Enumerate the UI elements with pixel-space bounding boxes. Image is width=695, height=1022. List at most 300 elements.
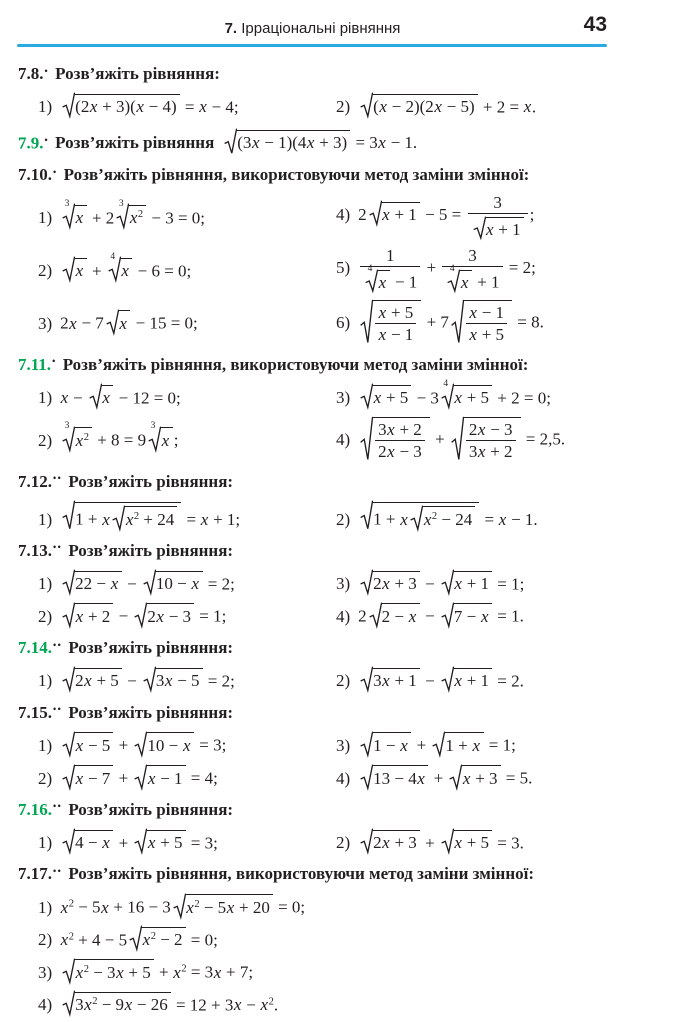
fraction [466,420,516,462]
radical-icon [62,765,75,790]
square-root [360,830,420,855]
exponent: 2 [268,996,274,1008]
radical-icon [129,926,142,951]
square-root [360,668,420,693]
denominator: 2x − 3 [375,440,425,462]
variable: x [486,219,494,239]
denominator: 3x + 2 [466,440,516,462]
item-label: 2) [336,509,351,529]
item-label: 6) [336,312,351,332]
radical-icon [62,667,75,692]
item-row [38,666,680,693]
variable: x [469,325,477,345]
equation: 3 x + 2 3 $x^2$ − 3 = 0; [60,203,205,230]
variable: x [378,325,387,345]
equation: 1 − x + 1 + x = 1; [358,730,516,757]
problem-number: 7.10. [18,164,52,184]
problem-7.17 [18,863,680,1016]
difficulty-marker: •• [53,801,63,812]
exercise-item [38,308,336,335]
variable: x [124,995,133,1015]
square-root [134,765,185,790]
square-root [143,668,203,693]
root-index: 3 [118,198,124,209]
denominator: 4 x − 1 [360,266,420,292]
exercise-item [38,500,336,531]
item-label: 3) [38,313,53,333]
vinculum: x − 1 [146,765,185,790]
vinculum: 22 − x [74,571,122,596]
variable: x [75,606,84,626]
square-root [473,217,524,239]
item-label: 2) [38,606,53,626]
square-root [129,927,185,952]
root-4 [441,378,492,410]
radical-icon [473,217,486,239]
equation: $x^2 - 3x + 5$ + $x^2 = 3x + 7$; [60,957,253,984]
vinculum: 7 − x [453,603,492,628]
item-label: 4) [336,606,351,626]
root-index: 4 [367,264,373,275]
square-root [224,130,350,155]
problem-number: 7.8. [18,64,44,83]
variable: x [408,606,417,626]
exercise-item [336,415,680,462]
root-index: 3 [64,421,70,432]
vinculum: x + 5 [146,830,185,855]
vinculum: $3x^2 - 9x - 26$ [74,992,171,1017]
radical-icon [143,570,156,595]
square-root [432,732,483,757]
problem-7.13 [18,540,680,628]
radical-icon [62,257,75,282]
vinculum [463,417,521,462]
radical-icon [369,603,382,628]
radical-icon [360,501,373,530]
item-label: 2) [38,261,53,280]
problem-prompt: Розв’яжіть рівняння: [55,64,220,83]
item-row [38,925,680,952]
vinculum [160,427,173,452]
item-label: 2) [336,833,351,853]
square-root [89,385,114,410]
difficulty-marker: •• [53,639,63,650]
vinculum: x + 1 [453,571,492,596]
numerator: 1 [385,245,395,265]
radical-icon [451,300,464,345]
variable: x [213,962,222,982]
equation: (2x + 3)(x − 4) = x − 4; [60,92,238,119]
variable: x [454,388,462,408]
root-index: 4 [443,378,449,389]
variable: x [373,388,382,408]
variable: x [147,833,156,853]
item-row [38,990,680,1017]
equation: 2 x + 1 − 5 = $\frac{3}{x + 1}$ ; [358,192,535,239]
radical-icon [360,93,373,118]
item-label: 4) [38,995,53,1015]
variable: x [454,574,462,594]
problem-heading [18,128,680,155]
exercise-item [336,378,680,410]
item-label: 5) [336,257,351,277]
variable: x [454,671,462,691]
variable: x [147,768,156,788]
vinculum: $x^2 + 24$ [124,506,177,531]
variable: x [498,509,507,529]
variable: x [379,97,387,117]
square-root [360,94,477,119]
equation: 2x + 3 − x + 1 = 1; [358,569,524,596]
item-row [38,246,680,293]
denominator [468,213,528,239]
variable: x [102,388,110,408]
vinculum: x + 2 [74,603,113,628]
item-label: 2) [336,97,351,117]
variable: x [161,430,170,450]
problem-prompt: Розв’яжіть рівняння: [68,799,234,819]
vinculum: 10 − x [155,571,203,596]
variable: x [226,897,235,917]
problem-heading [18,637,680,660]
vinculum [128,205,146,230]
radical-icon [62,501,75,530]
exercise-item [38,990,680,1017]
variable: x [472,735,481,755]
variable: x [382,205,390,225]
exponent: 2 [133,510,140,522]
exercise-item [38,763,336,790]
square-root [62,732,113,757]
radical-icon [143,667,156,692]
problem-7.16 [18,799,680,855]
variable: x [186,897,194,917]
equation: x + 2 − 2x − 3 = 1; [60,601,226,628]
variable: x [60,897,69,917]
radical-icon [173,894,186,919]
variable: x [400,509,408,529]
variable: x [75,261,84,280]
difficulty-marker: • [44,65,50,76]
problem-heading [18,540,680,563]
equation: $x^2 - 5x + 16 - 3$ $x^2 - 5x + 20$ = 0; [60,892,305,919]
vinculum: (x − 2)(2x − 5) [372,94,477,119]
radical-icon [134,603,147,628]
variable: x [60,930,69,950]
square-root [62,830,113,855]
vinculum: x + 1 [453,668,492,693]
vinculum [372,300,421,345]
vinculum: x + 1 [485,217,524,239]
numerator: 3 [493,192,502,212]
exercise-item [38,383,336,410]
item-row [38,730,680,757]
problem-number: 7.13. [18,540,52,560]
equation: 13 − 4x + x + 3 = 5. [358,763,532,790]
fraction [442,246,502,293]
vinculum: $x^2 - 5x + 20$ [185,894,273,919]
vinculum [372,417,430,462]
square-root [441,571,492,596]
exponent: 2 [83,431,89,443]
fraction [468,193,528,240]
variable: x [75,768,84,788]
exercise-item [38,92,336,119]
vinculum: 4 − x [74,830,113,855]
item-label: 1) [38,208,53,228]
variable: x [110,574,119,594]
vinculum: x + 5 [372,385,411,410]
vinculum: x + 5 [453,830,492,855]
variable: x [378,302,387,322]
exercise-item [336,298,680,345]
variable: x [251,133,260,153]
exercise-item [336,763,680,790]
fraction [360,246,420,293]
variable: x [417,768,425,788]
equation: 2x + 3 + x + 5 = 3. [358,828,524,855]
variable: x [75,430,84,450]
root-index: 4 [449,264,455,275]
variable: x [125,509,134,529]
vinculum: x + 3 [461,765,500,790]
problem-number: 7.16. [18,799,52,819]
exponent: 2 [92,996,98,1008]
problem-7.8 [18,63,680,119]
variable: x [469,302,477,322]
variable: x [382,671,390,691]
equation: $\frac{x + 5}{x - 1}$ + 7 $\frac{x - 1}{x + 5}$ = 8. [358,298,544,345]
exercise-item [38,892,680,919]
vinculum: 2x + 3 [372,571,420,596]
equation: $x^2 + 4 - 5$ $x^2 - 2$ = 0; [60,925,218,952]
square-root [449,765,500,790]
fraction [375,303,416,345]
vinculum [101,385,114,410]
problem-heading [18,471,680,494]
page-number: 43 [583,13,607,36]
variable: x [183,735,191,755]
vinculum: x + 1 [381,202,420,227]
radical-icon [360,732,373,757]
problem-7.12 [18,471,680,531]
item-label: 1) [38,671,53,691]
item-label: 2) [38,768,53,788]
numerator: 2x − 3 [468,419,513,439]
equation: x + 5 − 3 4 x + 5 + 2 = 0; [358,383,551,410]
variable: x [199,97,207,117]
equation: 2x + 5 − 3x − 5 = 2; [60,666,235,693]
variable: x [233,995,242,1015]
exponent: 2 [137,209,144,221]
radical-icon [360,300,373,345]
variable: x [382,574,390,594]
root-3 [116,198,146,230]
vinculum [463,300,512,345]
variable: x [454,833,462,853]
root-4 [365,264,390,292]
radical-icon [62,959,75,984]
vinculum: 2x + 3 [372,830,420,855]
square-root [62,959,154,984]
square-root [360,417,430,462]
equation: 1 4 x − 1 + 3 4 x + 1 = 2; [358,246,536,293]
denominator: 4 x + 1 [442,266,502,292]
square-root [62,571,122,596]
variable: x [191,574,200,594]
equation: 2 2 − x − 7 − x = 1. [358,601,524,628]
exponent: 2 [194,898,200,910]
root-4 [108,251,133,283]
difficulty-marker: •• [53,865,63,876]
exercise-item [336,246,680,293]
problem-heading [18,164,680,187]
exercise-item [336,828,680,855]
numerator: 3x + 2 [378,419,422,439]
radical-icon [62,991,75,1016]
item-label: 3) [38,962,53,982]
radical-icon [134,829,147,854]
variable: x [75,962,84,982]
vinculum [74,205,87,230]
variable: x [523,97,532,117]
item-label: 1) [38,97,53,117]
radical-icon [62,603,75,628]
item-label: 4) [336,768,351,788]
radical-icon [441,829,454,854]
radical-icon [134,732,147,757]
radical-icon [62,570,75,595]
square-root [62,94,179,119]
vinculum [118,310,131,335]
square-root [410,506,475,531]
vinculum [74,427,92,452]
variable: x [116,962,124,982]
exercise-item [38,251,336,283]
root-4 [447,264,472,292]
problem-number: 7.17. [18,864,52,884]
square-root [360,732,411,757]
radical-icon [62,732,75,757]
item-row [38,193,680,240]
variable: x [102,509,110,529]
vinculum: x − 7 [74,765,113,790]
vinculum: 13 − 4x [372,765,428,790]
exercise-item [38,730,336,757]
difficulty-marker: •• [53,542,63,553]
vinculum: $x^2 - 24$ [422,506,475,531]
item-label: 3) [336,388,351,408]
radical-icon [360,667,373,692]
problem-heading [18,799,680,822]
variable: x [477,419,486,439]
difficulty-marker: • [44,134,50,145]
equation: x + 4 x − 6 = 0; [60,256,191,283]
vinculum: 10 − x [146,732,194,757]
item-row [38,415,680,462]
fraction [466,303,507,345]
vinculum: 2x + 5 [74,668,122,693]
exponent: 2 [150,931,156,943]
exponent: 2 [181,964,187,976]
variable: x [89,97,98,117]
radical-icon [410,506,423,531]
vinculum: x + 5 [453,385,492,410]
vinculum: 1 + x [444,732,483,757]
problem-prompt: Розв’яжіть рівняння [55,133,215,153]
problem-prompt: Розв’яжіть рівняння, використовуючи метод заміни змінної: [68,864,534,884]
exercise-item [38,925,680,952]
equation: x − 5 + 10 − x = 3; [60,730,226,757]
exercise-item [336,500,680,531]
variable: x [164,671,173,691]
square-root [112,506,177,531]
vinculum: 3x + 1 [372,668,420,693]
square-root [62,603,113,628]
radical-icon [441,667,454,692]
numerator: 3 [468,245,477,265]
item-label: 3) [336,735,351,755]
problem-7.9 [18,128,680,155]
radical-icon [360,765,373,790]
square-root [134,830,185,855]
problem-prompt: Розв’яжіть рівняння: [68,471,234,491]
exercise-item [336,92,680,119]
root-index: 3 [64,198,70,209]
problem-heading [18,354,680,377]
square-root [369,603,420,628]
square-root [441,668,492,693]
item-label: 1) [38,509,53,529]
vinculum: 1 + x $x^2 + 24$ [74,502,181,531]
problem-heading [18,63,680,86]
variable: x [387,442,395,462]
vinculum: 1 + x $x^2 - 24$ [372,502,479,531]
item-row [38,763,680,790]
square-root [369,202,420,227]
square-root [441,603,492,628]
variable: x [119,313,127,333]
root-3 [62,198,87,230]
square-root [173,894,273,919]
problem-heading [18,702,680,725]
variable: x [378,272,387,292]
problem-number: 7.14. [18,637,52,657]
vinculum [459,270,472,292]
variable: x [387,419,395,439]
radical-icon [134,765,147,790]
variable: x [102,833,110,853]
problem-prompt: Розв’яжіть рівняння: [68,540,234,560]
variable: x [75,735,84,755]
header-rule [17,44,607,47]
exercise-item [38,601,336,628]
variable: x [75,208,84,228]
equation: 4 − x + x + 5 = 3; [60,828,218,855]
item-row [38,892,680,919]
square-root [134,603,194,628]
exercise-item [38,569,336,596]
vinculum: $x^2 - 2$ [141,927,185,952]
equation: x − x − 12 = 0; [60,383,181,410]
equation: 22 − x − 10 − x = 2; [60,569,235,596]
variable: x [121,261,129,280]
difficulty-marker: • [53,166,58,177]
equation: (3x − 1)(4x + 3) = 3x − 1. [222,133,417,152]
square-root [360,571,420,596]
variable: x [101,897,109,917]
exponent: 2 [68,898,74,910]
